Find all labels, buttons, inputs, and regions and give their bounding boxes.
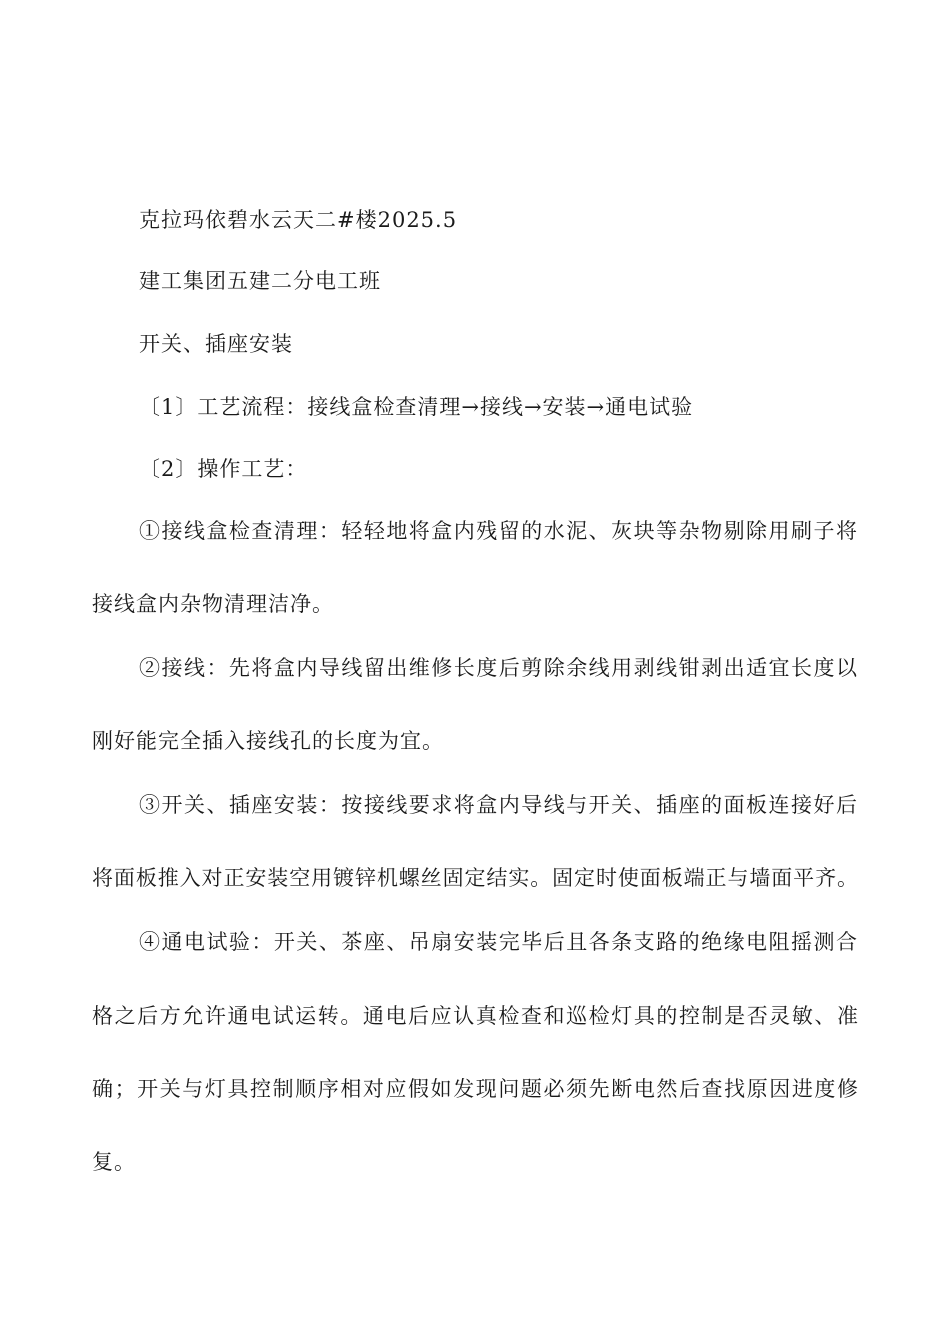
- step-3-line-1: ③开关、插座安装：按接线要求将盒内导线与开关、插座的面板连接好后: [139, 793, 857, 817]
- step-2-line-2: 刚好能完全插入接线孔的长度为宜。: [92, 729, 444, 753]
- step-1-line-2: 接线盒内杂物清理洁净。: [92, 592, 334, 616]
- step-4-line-2: 格之后方允许通电试运转。通电后应认真检查和巡检灯具的控制是否灵敏、准: [92, 1004, 858, 1028]
- step-4-line-4: 复。: [92, 1150, 136, 1174]
- section-title: 开关、插座安装: [139, 332, 293, 356]
- project-name: 克拉玛依碧水云天二#楼2025.5: [139, 208, 458, 232]
- operations-heading: 〔2〕操作工艺：: [139, 457, 308, 481]
- step-2-line-1: ②接线：先将盒内导线留出维修长度后剪除余线用剥线钳剥出适宜长度以: [139, 656, 857, 680]
- team-name: 建工集团五建二分电工班: [139, 269, 381, 293]
- process-flow: 〔1〕工艺流程：接线盒检查清理→接线→安装→通电试验: [139, 395, 694, 419]
- step-4-line-1: ④通电试验：开关、茶座、吊扇安装完毕后且各条支路的绝缘电阻摇测合: [139, 930, 857, 954]
- step-4-line-3: 确；开关与灯具控制顺序相对应假如发现问题必须先断电然后查找原因进度修: [92, 1077, 858, 1101]
- step-3-line-2: 将面板推入对正安装空用镀锌机螺丝固定结实。固定时使面板端正与墙面平齐。: [92, 866, 858, 890]
- step-1-line-1: ①接线盒检查清理：轻轻地将盒内残留的水泥、灰块等杂物剔除用刷子将: [139, 519, 857, 543]
